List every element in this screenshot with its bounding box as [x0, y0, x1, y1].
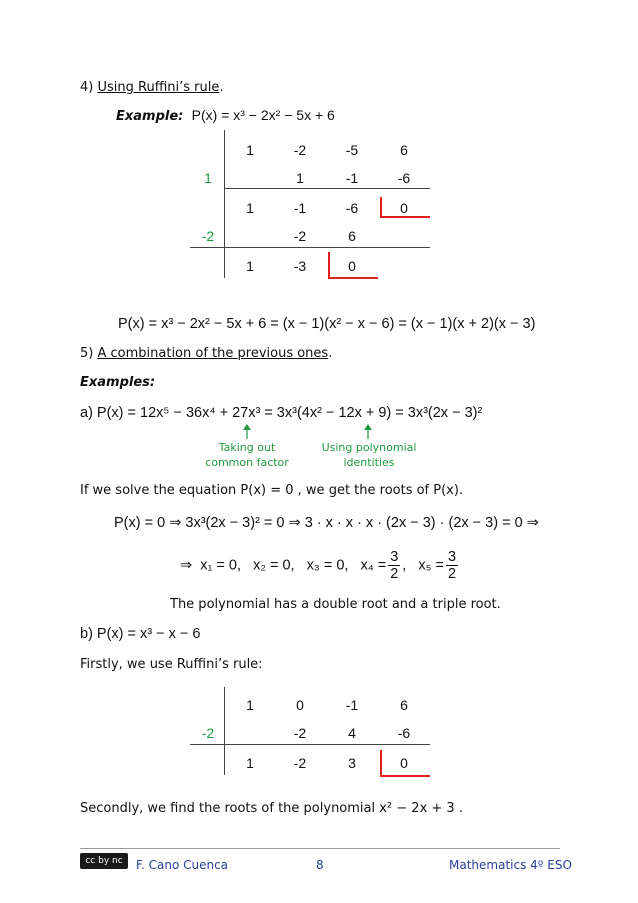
remainder-box-bottom — [380, 216, 430, 218]
table2-cell: -2 — [293, 725, 307, 741]
table1-cell: -2 — [293, 228, 307, 244]
table1-cell: -1 — [345, 170, 359, 186]
table2-cell: -6 — [397, 725, 411, 741]
footer-course: Mathematics 4º ESO — [449, 858, 572, 872]
solve-equation: P(x) = 0 ⇒ 3x³(2x − 3)² = 0 ⇒ 3 · x · x · x · (2x − 3) · (2x − 3) = 0 ⇒ — [114, 515, 539, 531]
section-4-heading: 4) Using Ruffini’s rule. — [80, 80, 224, 95]
secondly-text: Secondly, we find the roots of the polynomial x² − 2x + 3 . — [80, 801, 463, 816]
table1-remainder: 0 — [348, 258, 356, 274]
remainder-box-bottom — [380, 775, 430, 777]
table1-cell: -1 — [293, 200, 307, 216]
table2-cell: 6 — [400, 697, 408, 713]
footer-author: F. Cano Cuenca — [136, 858, 229, 872]
note-polynomial-identities: Using polynomial identities — [321, 441, 417, 469]
roots-line: ⇒ x₁ = 0, x₂ = 0, x₃ = 0, x₄ = $\frac{3}{2}$ , x₅ = $\frac{3}{2}$ — [180, 549, 457, 582]
note-common-factor: Taking out common factor — [205, 441, 289, 469]
table1-cell: 6 — [348, 228, 356, 244]
example-a-equation: a) P(x) = 12x⁵ − 36x⁴ + 27x³ = 3x³(4x² − 12x + 9) = 3x³(2x − 3)² — [80, 405, 483, 421]
table1-rule-2 — [190, 247, 430, 248]
remainder-box-left — [380, 750, 382, 776]
table2-cell: 3 — [348, 755, 356, 771]
up-arrow-icon — [240, 424, 254, 440]
table2-cell: 4 — [348, 725, 356, 741]
table1-cell: -6 — [397, 170, 411, 186]
table2-cell: 1 — [246, 755, 254, 771]
table2-remainder: 0 — [400, 755, 408, 771]
footer-rule — [80, 848, 560, 849]
table1-remainder: 0 — [400, 200, 408, 216]
fraction-three-halves: $\frac{3}{2}$ — [448, 549, 457, 582]
table1-cell: -5 — [345, 142, 359, 158]
roots-note: The polynomial has a double root and a triple root. — [170, 597, 501, 612]
table2-cell: -1 — [345, 697, 359, 713]
table2-rule — [190, 744, 430, 745]
table1-divisor: 1 — [204, 170, 212, 186]
table1-cell: 1 — [296, 170, 304, 186]
cc-license-badge: cc by nc sa — [80, 853, 128, 869]
table1-cell: -2 — [293, 142, 307, 158]
factorization-equation: P(x) = x³ − 2x² − 5x + 6 = (x − 1)(x² − x − 6) = (x − 1)(x + 2)(x − 3) — [118, 316, 536, 332]
remainder-box-left — [328, 252, 330, 278]
section-5-heading: 5) A combination of the previous ones. — [80, 346, 333, 361]
table1-divisor: -2 — [201, 228, 215, 244]
table1-cell: 1 — [246, 200, 254, 216]
examples-label: Examples: — [80, 375, 156, 390]
example-label: Example: — [116, 109, 184, 124]
solve-text: If we solve the equation P(x) = 0 , we get the roots of P(x). — [80, 483, 464, 498]
table1-rule-1 — [224, 188, 430, 189]
fraction-three-halves: $\frac{3}{2}$ — [390, 549, 399, 582]
table2-cell: 0 — [296, 697, 304, 713]
table1-vertical-divider — [224, 130, 225, 278]
remainder-box-bottom — [328, 277, 378, 279]
up-arrow-icon — [361, 424, 375, 440]
example-polynomial: P(x) = x³ − 2x² − 5x + 6 — [191, 107, 335, 123]
table2-cell: 1 — [246, 697, 254, 713]
table1-cell: 6 — [400, 142, 408, 158]
table1-cell: 1 — [246, 258, 254, 274]
table1-cell: -3 — [293, 258, 307, 274]
table2-cell: -2 — [293, 755, 307, 771]
firstly-text: Firstly, we use Ruffini’s rule: — [80, 657, 263, 672]
table1-cell: 1 — [246, 142, 254, 158]
example-b-equation: b) P(x) = x³ − x − 6 — [80, 626, 201, 642]
table1-cell: -6 — [345, 200, 359, 216]
table2-divisor: -2 — [201, 725, 215, 741]
remainder-box-left — [380, 197, 382, 217]
footer-page-number: 8 — [316, 858, 324, 872]
example-line — [116, 107, 335, 124]
